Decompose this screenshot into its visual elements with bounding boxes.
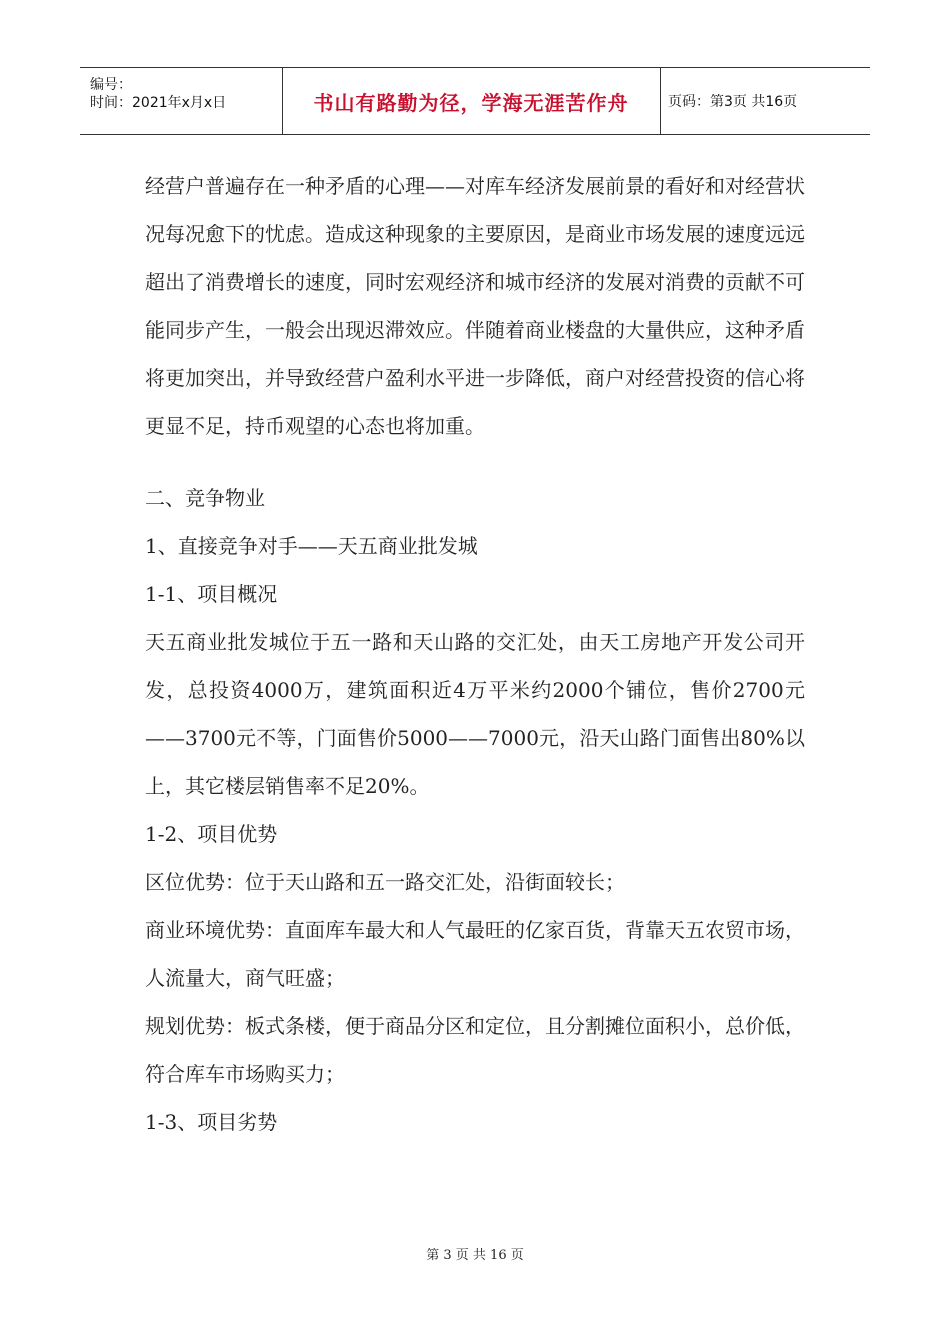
body-paragraph: 规划优势：板式条楼，便于商品分区和定位，且分割摊位面积小，总价低，符合库车市场购买力； [145,1014,805,1086]
doc-time-label: 时间：2021年x月x日 [90,95,227,111]
header-motto: 书山有路勤为径，学海无涯苦作舟 [282,68,661,134]
page-footer: 第 3 页 共 16 页 [426,1248,524,1263]
document-body [145,162,805,1146]
item-heading: 1-2、项目优势 [145,822,278,846]
page-header [80,67,870,135]
header-page-info: 页码：第3页 共16页 [668,94,798,110]
header-meta [80,68,283,134]
body-paragraph: 区位优势：位于天山路和五一路交汇处，沿街面较长； [145,870,625,894]
body-paragraph: 商业环境优势：直面库车最大和人气最旺的亿家百货，背靠天五农贸市场，人流量大，商气旺盛； [145,918,805,990]
doc-number-label: 编号： [90,77,132,93]
section-heading: 二、竞争物业 [145,486,265,510]
item-heading: 1-3、项目劣势 [145,1110,278,1134]
paragraph-spacer [145,450,805,474]
subsection-heading: 1、直接竞争对手——天五商业批发城 [145,534,478,558]
item-heading: 1-1、项目概况 [145,582,278,606]
body-paragraph: 天五商业批发城位于五一路和天山路的交汇处，由天工房地产开发公司开发，总投资4000万，建筑面积近4万平米约2000个铺位，售价2700元——3700元不等，门面售价5000——7000元，沿天山路门面售出80%以上，其它楼层销售率不足20%。 [145,630,805,798]
body-paragraph: 经营户普遍存在一种矛盾的心理——对库车经济发展前景的看好和对经营状况每况愈下的忧虑。造成这种现象的主要原因，是商业市场发展的速度远远超出了消费增长的速度，同时宏观经济和城市经济的发展对消费的贡献不可能同步产生，一般会出现迟滞效应。伴随着商业楼盘的大量供应，这种矛盾将更加突出，并导致经营户盈利水平进一步降低，商户对经营投资的信心将更显不足，持币观望的心态也将加重。 [145,174,805,438]
